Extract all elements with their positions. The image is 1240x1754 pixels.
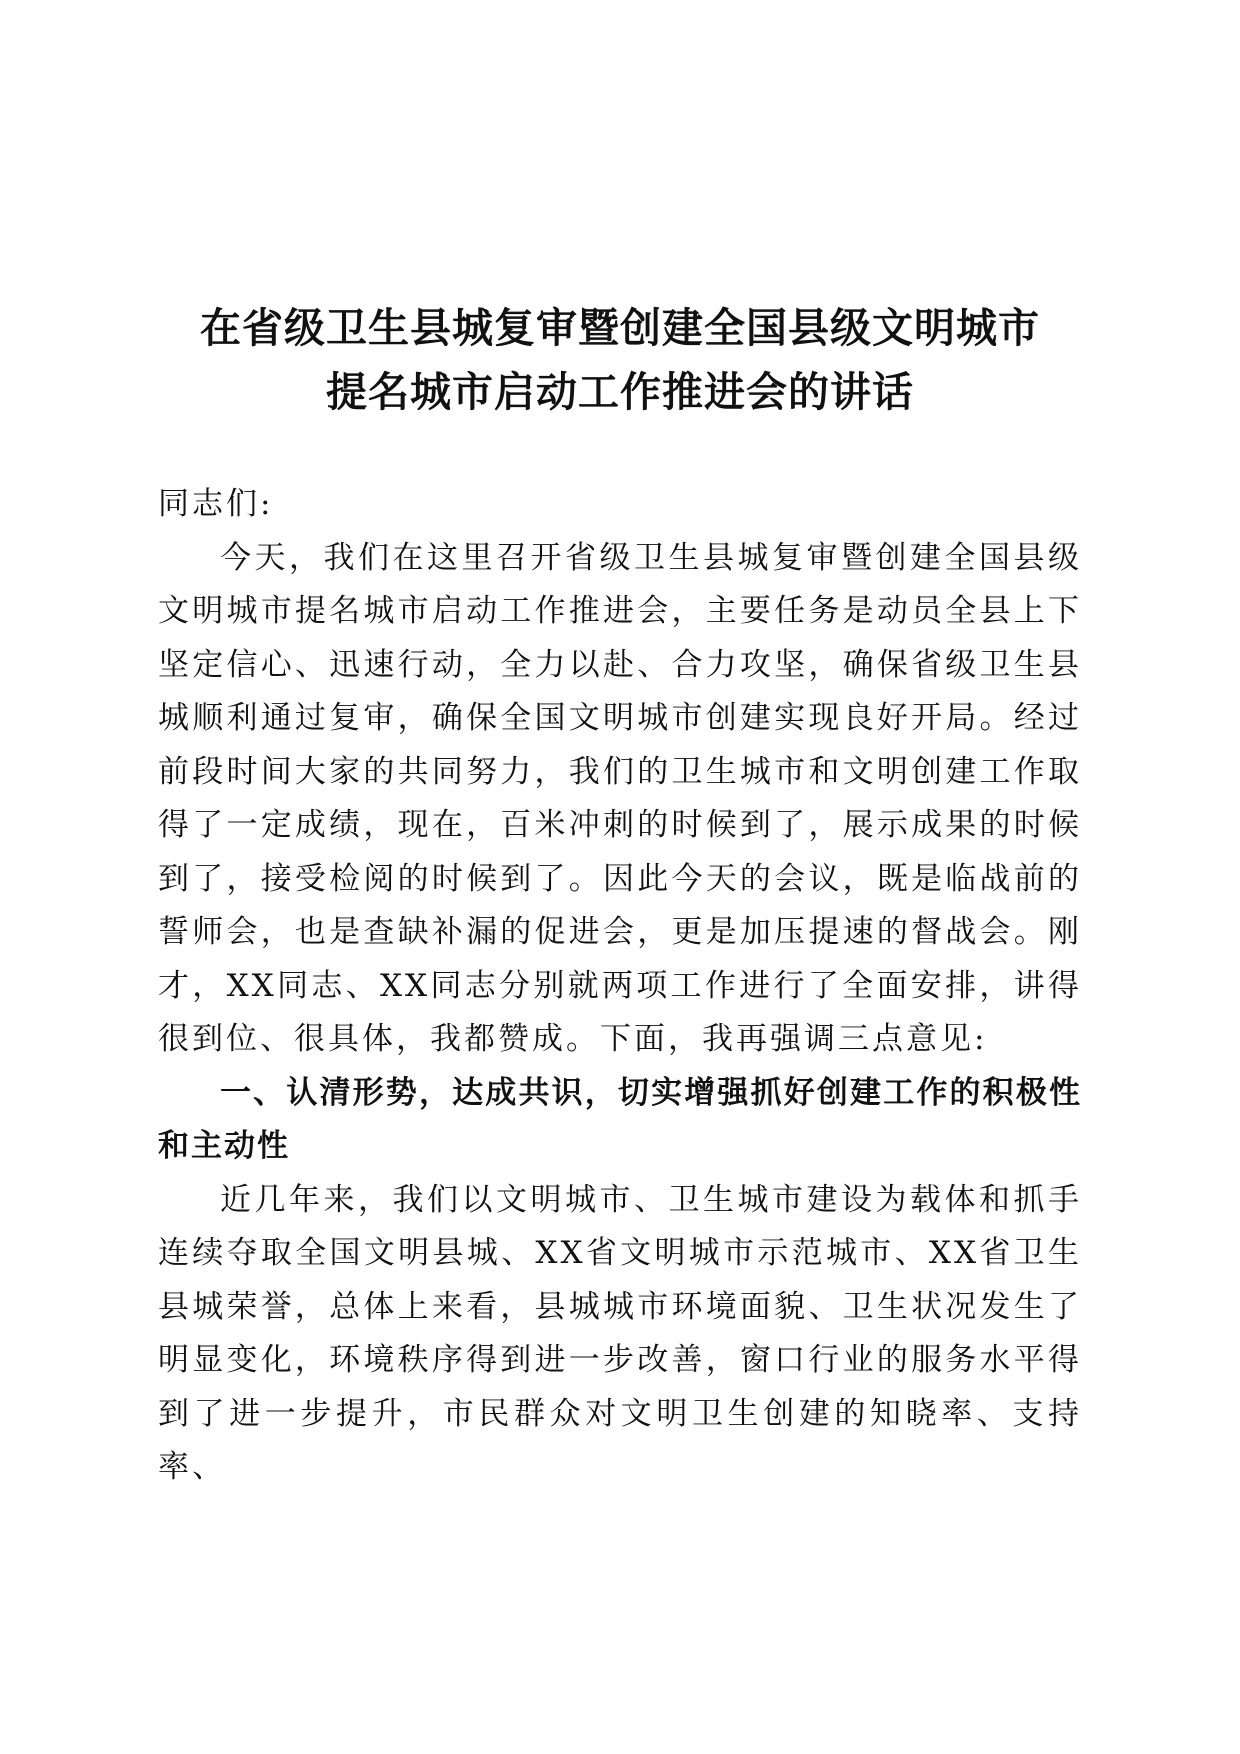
document-title [150, 296, 1090, 424]
title-line-2: 提名城市启动工作推进会的讲话 [326, 368, 914, 416]
paragraph-section-1: 近几年来，我们以文明城市、卫生城市建设为载体和抓手连续夺取全国文明县城、XX省文明城市示范城市、XX省卫生县城荣誉，总体上来看，县城城市环境面貌、卫生状况发生了明显变化，环境秩序得到进一步改善，窗口行业的服务水平得到了进一步提升，市民群众对文明卫生创建的知晓率、支持率、 [158, 1181, 1082, 1485]
paragraph-intro: 今天，我们在这里召开省级卫生县城复审暨创建全国县级文明城市提名城市启动工作推进会，主要任务是动员全县上下坚定信心、迅速行动，全力以赴、合力攻坚，确保省级卫生县城顺利通过复审，确保全国文明城市创建实现良好开局。经过前段时间大家的共同努力，我们的卫生城市和文明创建工作取得了一定成绩，现在，百米冲刺的时候到了，展示成果的时候到了，接受检阅的时候到了。因此今天的会议，既是临战前的誓师会，也是查缺补漏的促进会，更是加压提速的督战会。刚才，XX同志、XX同志分别就两项工作进行了全面安排，讲得很到位、很具体，我都赞成。下面，我再强调三点意见: [158, 539, 1082, 1057]
document-body [158, 478, 1082, 1495]
section-heading-1: 一、认清形势，达成共识，切实增强抓好创建工作的积极性和主动性 [158, 1074, 1082, 1164]
title-line-1: 在省级卫生县城复审暨创建全国县级文明城市 [200, 304, 1040, 352]
salutation: 同志们: [158, 486, 274, 522]
